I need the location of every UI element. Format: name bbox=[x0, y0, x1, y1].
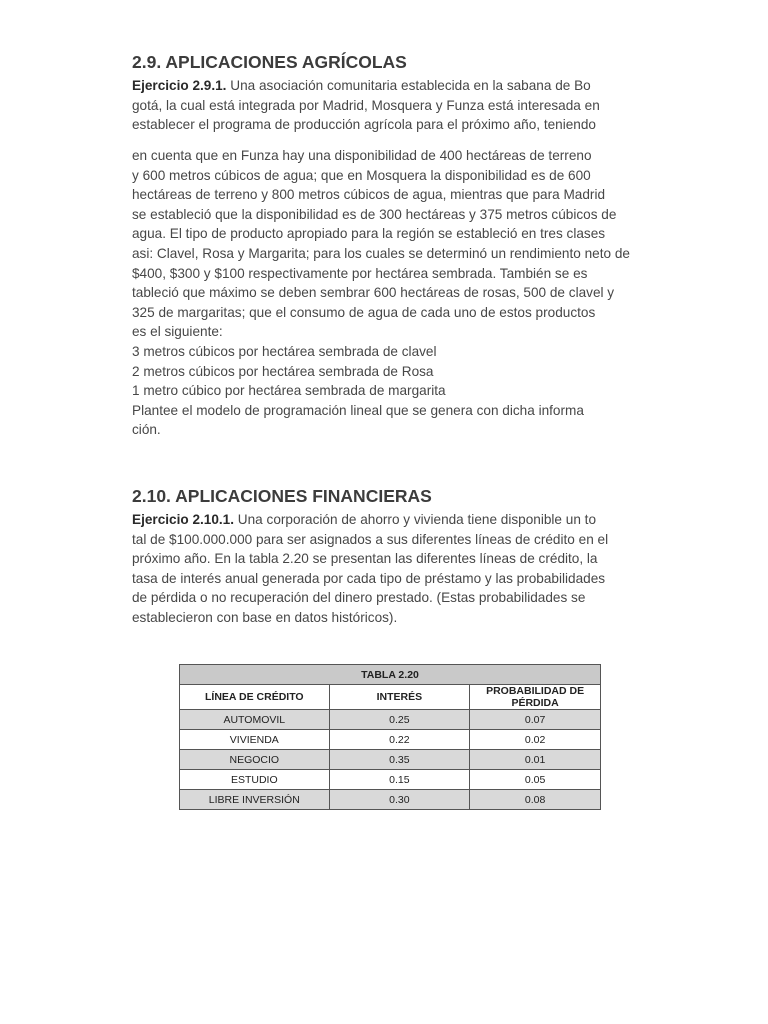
table-cell: AUTOMOVIL bbox=[180, 710, 330, 730]
text-line: tal de $100.000.000 para ser asignados a sus diferentes líneas de crédito en el bbox=[132, 531, 609, 547]
column-header: LÍNEA DE CRÉDITO bbox=[180, 685, 330, 710]
text-line: $400, $300 y $100 respectivamente por hectárea sembrada. También se es bbox=[132, 265, 588, 281]
text-line: tableció que máximo se deben sembrar 600 hectáreas de rosas, 500 de clavel y bbox=[132, 285, 615, 301]
text-line: próximo año. En la tabla 2.20 se presentan las diferentes líneas de crédito, la bbox=[132, 551, 598, 567]
text-line: es el siguiente: bbox=[132, 324, 223, 340]
table-cell: 0.30 bbox=[329, 790, 470, 810]
table-cell: 0.05 bbox=[470, 770, 601, 790]
column-header: PROBABILIDAD DE PÉRDIDA bbox=[470, 685, 601, 710]
text-line: Una asociación comunitaria establecida en la sabana de Bo bbox=[226, 78, 591, 93]
text-line: de pérdida o no recuperación del dinero prestado. (Estas probabilidades se bbox=[132, 590, 586, 606]
table-cell: NEGOCIO bbox=[180, 750, 330, 770]
table-cell: 0.02 bbox=[470, 730, 601, 750]
table-cell: 0.01 bbox=[470, 750, 601, 770]
exercise-label: Ejercicio 2.10.1. bbox=[132, 512, 235, 527]
table-cell: 0.15 bbox=[329, 770, 470, 790]
text-line: establecer el programa de producción agrícola para el próximo año, teniendo bbox=[132, 117, 596, 133]
text-line: Una corporación de ahorro y vivienda tiene disponible un to bbox=[234, 512, 597, 527]
text-line: asi: Clavel, Rosa y Margarita; para los cuales se determinó un rendimiento neto de bbox=[132, 245, 630, 261]
table-row bbox=[180, 770, 601, 790]
table-row bbox=[180, 790, 601, 810]
text-line: gotá, la cual está integrada por Madrid, Mosquera y Funza está interesada en bbox=[132, 97, 600, 113]
text-line: Plantee el modelo de programación lineal que se genera con dicha informa bbox=[132, 402, 584, 418]
table-cell: LIBRE INVERSIÓN bbox=[180, 790, 330, 810]
text-line: 3 metros cúbicos por hectárea sembrada de clavel bbox=[132, 343, 437, 359]
table-cell: 0.08 bbox=[470, 790, 601, 810]
text-line: se estableció que la disponibilidad es de 300 hectáreas y 375 metros cúbicos de bbox=[132, 206, 617, 222]
section-title-agricola: 2.9. APLICACIONES AGRÍCOLAS bbox=[132, 52, 407, 72]
table-row bbox=[180, 730, 601, 750]
text-line: y 600 metros cúbicos de agua; que en Mosquera la disponibilidad es de 600 bbox=[132, 167, 591, 183]
credit-lines-table bbox=[179, 664, 601, 810]
text-line: establecieron con base en datos históricos). bbox=[132, 609, 398, 625]
text-line: 1 metro cúbico por hectárea sembrada de margarita bbox=[132, 383, 446, 399]
column-header: INTERÉS bbox=[329, 685, 470, 710]
table-cell: 0.25 bbox=[329, 710, 470, 730]
text-line: hectáreas de terreno y 800 metros cúbicos de agua, mientras que para Madrid bbox=[132, 187, 606, 203]
table-cell: 0.35 bbox=[329, 750, 470, 770]
text-line: agua. El tipo de producto apropiado para la región se estableció en tres clases bbox=[132, 226, 606, 242]
exercise-label: Ejercicio 2.9.1. bbox=[132, 78, 227, 93]
table-row bbox=[180, 710, 601, 730]
exercise-2-9-1-intro bbox=[132, 76, 662, 135]
table-cell: VIVIENDA bbox=[180, 730, 330, 750]
text-line: tasa de interés anual generada por cada tipo de préstamo y las probabilidades bbox=[132, 570, 606, 586]
section-title-financiera: 2.10. APLICACIONES FINANCIERAS bbox=[132, 486, 432, 506]
table-caption-row bbox=[180, 665, 601, 685]
table-cell: 0.07 bbox=[470, 710, 601, 730]
text-line: en cuenta que en Funza hay una disponibilidad de 400 hectáreas de terreno bbox=[132, 148, 592, 163]
table-caption: TABLA 2.20 bbox=[180, 665, 601, 685]
exercise-2-9-1-body bbox=[132, 146, 662, 440]
text-line: 2 metros cúbicos por hectárea sembrada de Rosa bbox=[132, 363, 434, 379]
table-header-row bbox=[180, 685, 601, 710]
text-line: ción. bbox=[132, 422, 161, 438]
exercise-2-10-1 bbox=[132, 510, 662, 628]
table-cell: ESTUDIO bbox=[180, 770, 330, 790]
table-cell: 0.22 bbox=[329, 730, 470, 750]
text-line: 325 de margaritas; que el consumo de agua de cada uno de estos productos bbox=[132, 304, 596, 320]
table-row bbox=[180, 750, 601, 770]
